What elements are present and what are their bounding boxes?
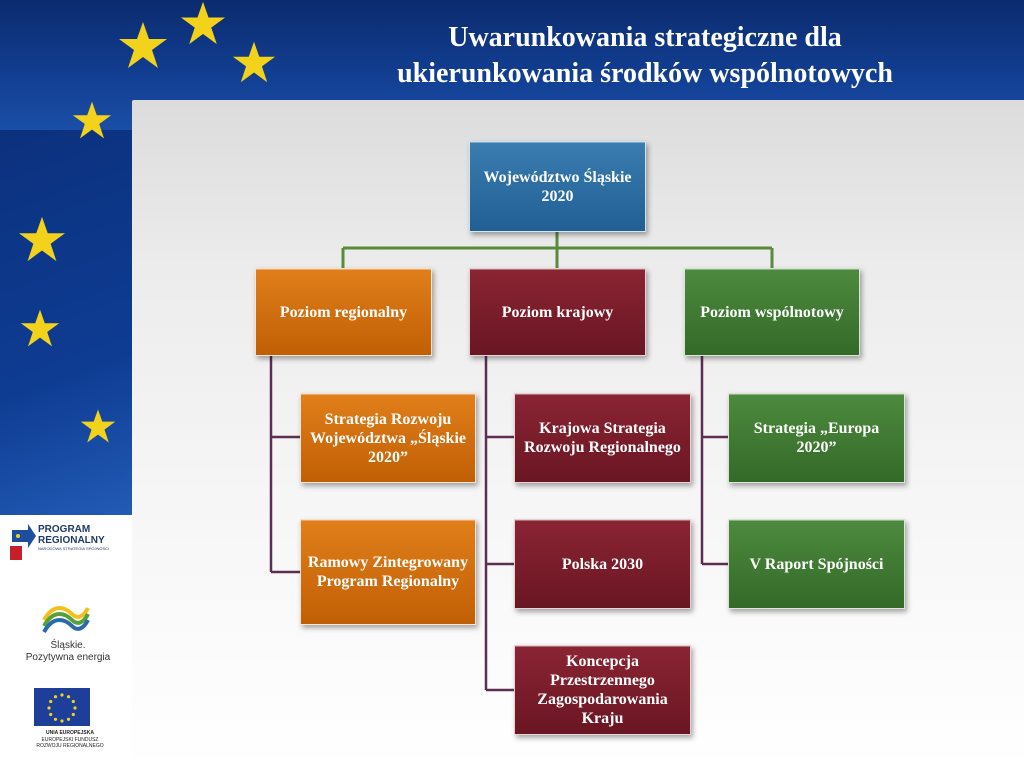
pr-line3: NARODOWA STRATEGIA SPÓJNOŚCI bbox=[38, 546, 110, 551]
eu-flag-icon bbox=[34, 688, 90, 726]
title-line-1: Uwarunkowania strategiczne dla bbox=[448, 22, 842, 53]
national-item-node: Polska 2030 bbox=[514, 519, 691, 609]
pr-arrow-icon bbox=[8, 522, 36, 562]
eu-line1: UNIA EUROPEJSKA bbox=[46, 730, 94, 736]
slaskie-line1: Śląskie. bbox=[50, 640, 86, 651]
community-item-node: Strategia „Europa 2020” bbox=[728, 393, 905, 483]
eu-line3: ROZWOJU REGIONALNEGO bbox=[36, 743, 104, 749]
program-regionalny-logo bbox=[8, 522, 128, 567]
slaskie-wave-icon bbox=[40, 598, 90, 636]
level-national-node: Poziom krajowy bbox=[469, 268, 646, 356]
pr-line1: PROGRAM bbox=[38, 524, 91, 535]
diagram-root-node: Województwo Śląskie 2020 bbox=[469, 141, 646, 232]
community-item-node: V Raport Spójności bbox=[728, 519, 905, 609]
slaskie-line2: Pozytywna energia bbox=[25, 652, 111, 663]
national-item-node: Koncepcja Przestrzennego Zagospodarowania Kraju bbox=[514, 645, 691, 735]
regional-item-node: Ramowy Zintegrowany Program Regionalny bbox=[300, 519, 476, 625]
slaskie-logo bbox=[18, 598, 118, 668]
level-regional-node: Poziom regionalny bbox=[255, 268, 432, 356]
level-community-node: Poziom wspólnotowy bbox=[684, 268, 860, 356]
national-item-node: Krajowa Strategia Rozwoju Regionalnego bbox=[514, 393, 691, 483]
title-line-2: ukierunkowania środków wspólnotowych bbox=[397, 58, 893, 89]
pr-line2: REGIONALNY bbox=[38, 535, 105, 546]
eu-line2: EUROPEJSKI FUNDUSZ bbox=[41, 736, 99, 743]
eu-logo bbox=[20, 688, 120, 758]
regional-item-node: Strategia Rozwoju Województwa „Śląskie 2020” bbox=[300, 393, 476, 483]
